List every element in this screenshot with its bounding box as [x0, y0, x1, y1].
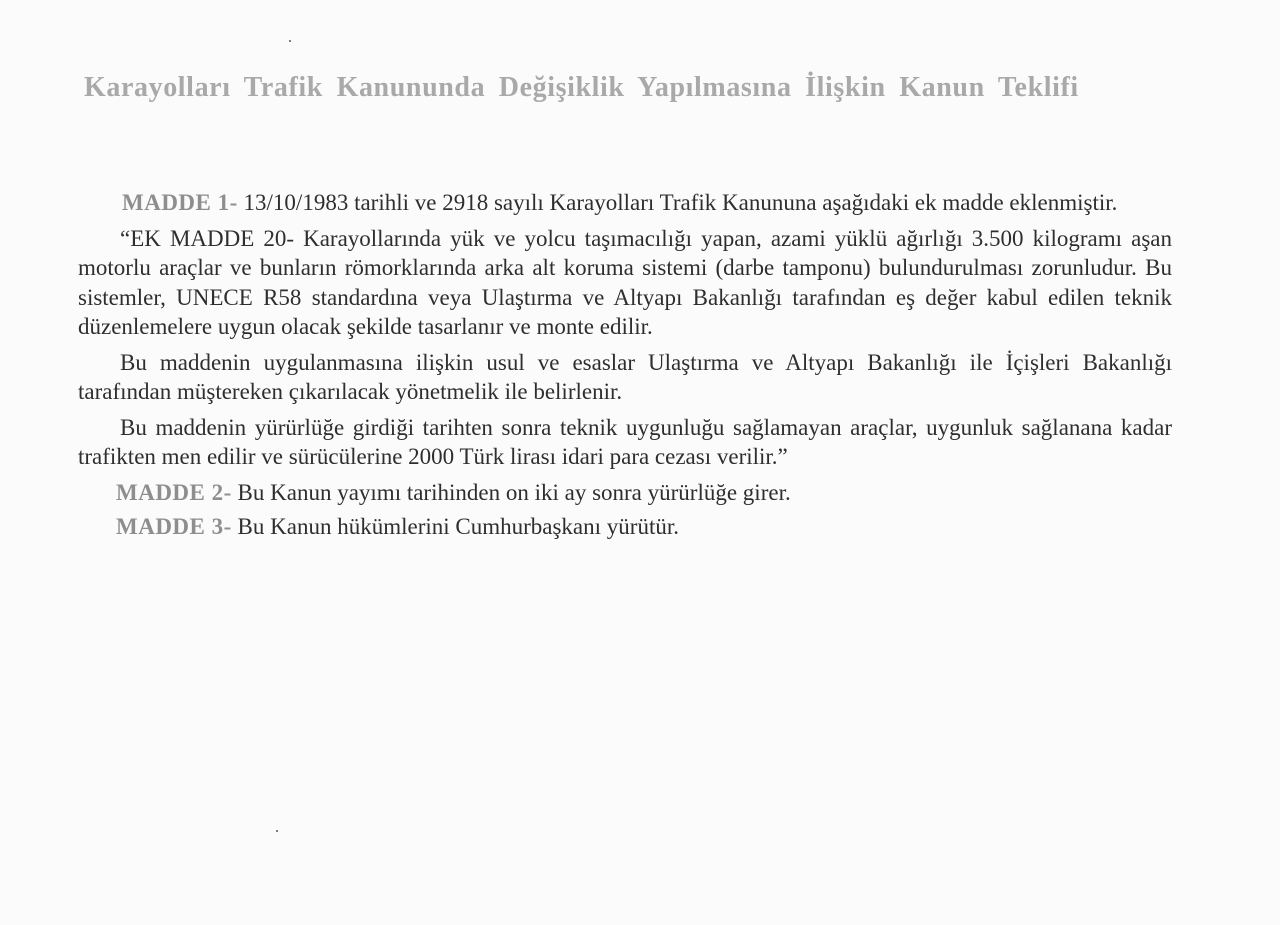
article-2-label: MADDE 2- — [116, 479, 232, 505]
document-title: Karayolları Trafik Kanununda Değişiklik Yapılmasına İlişkin Kanun Teklifi — [84, 72, 1079, 103]
article-2 — [78, 478, 1172, 508]
scan-speck — [289, 40, 291, 42]
article-1 — [78, 188, 1172, 218]
document-body — [78, 188, 1172, 547]
article-1-label: MADDE 1- — [122, 190, 238, 215]
ek-madde-paragraph-1: “EK MADDE 20- Karayollarında yük ve yolcu taşımacılığı yapan, azami yüklü ağırlığı 3.500 kilogramı aşan motorlu araçlar ve bunların römorklarında arka alt koruma sistemi (darbe tamponu) bulundurulması zorunludur. Bu sistemler, UNECE R58 standardına veya Ulaştırma ve Altyapı Bakanlığı tarafından eş değer kabul edilen teknik düzenlemelere uygun olacak şekilde tasarlanır ve monte edilir. — [78, 225, 1172, 339]
ek-madde-paragraph-2: Bu maddenin uygulanmasına ilişkin usul ve esaslar Ulaştırma ve Altyapı Bakanlığı ile İçişleri Bakanlığı tarafından müştereken çıkarılacak yönetmelik ile belirlenir. — [78, 349, 1172, 404]
ek-madde-paragraph-3: Bu maddenin yürürlüğe girdiği tarihten sonra teknik uygunluğu sağlamayan araçlar, uygunluk sağlanana kadar trafikten men edilir ve sürücülerine 2000 Türk lirası idari para cezası verilir.” — [78, 414, 1172, 469]
article-3-label: MADDE 3- — [116, 514, 232, 539]
article-2-text: Bu Kanun yayımı tarihinden on iki ay sonra yürürlüğe girer. — [231, 479, 791, 505]
article-1-text: 13/10/1983 tarihli ve 2918 sayılı Karayolları Trafik Kanununa aşağıdaki ek madde eklenmiştir. — [237, 190, 1118, 215]
article-3 — [78, 512, 1172, 542]
article-3-text: Bu Kanun hükümlerini Cumhurbaşkanı yürütür. — [231, 514, 679, 539]
scan-speck — [276, 830, 278, 832]
